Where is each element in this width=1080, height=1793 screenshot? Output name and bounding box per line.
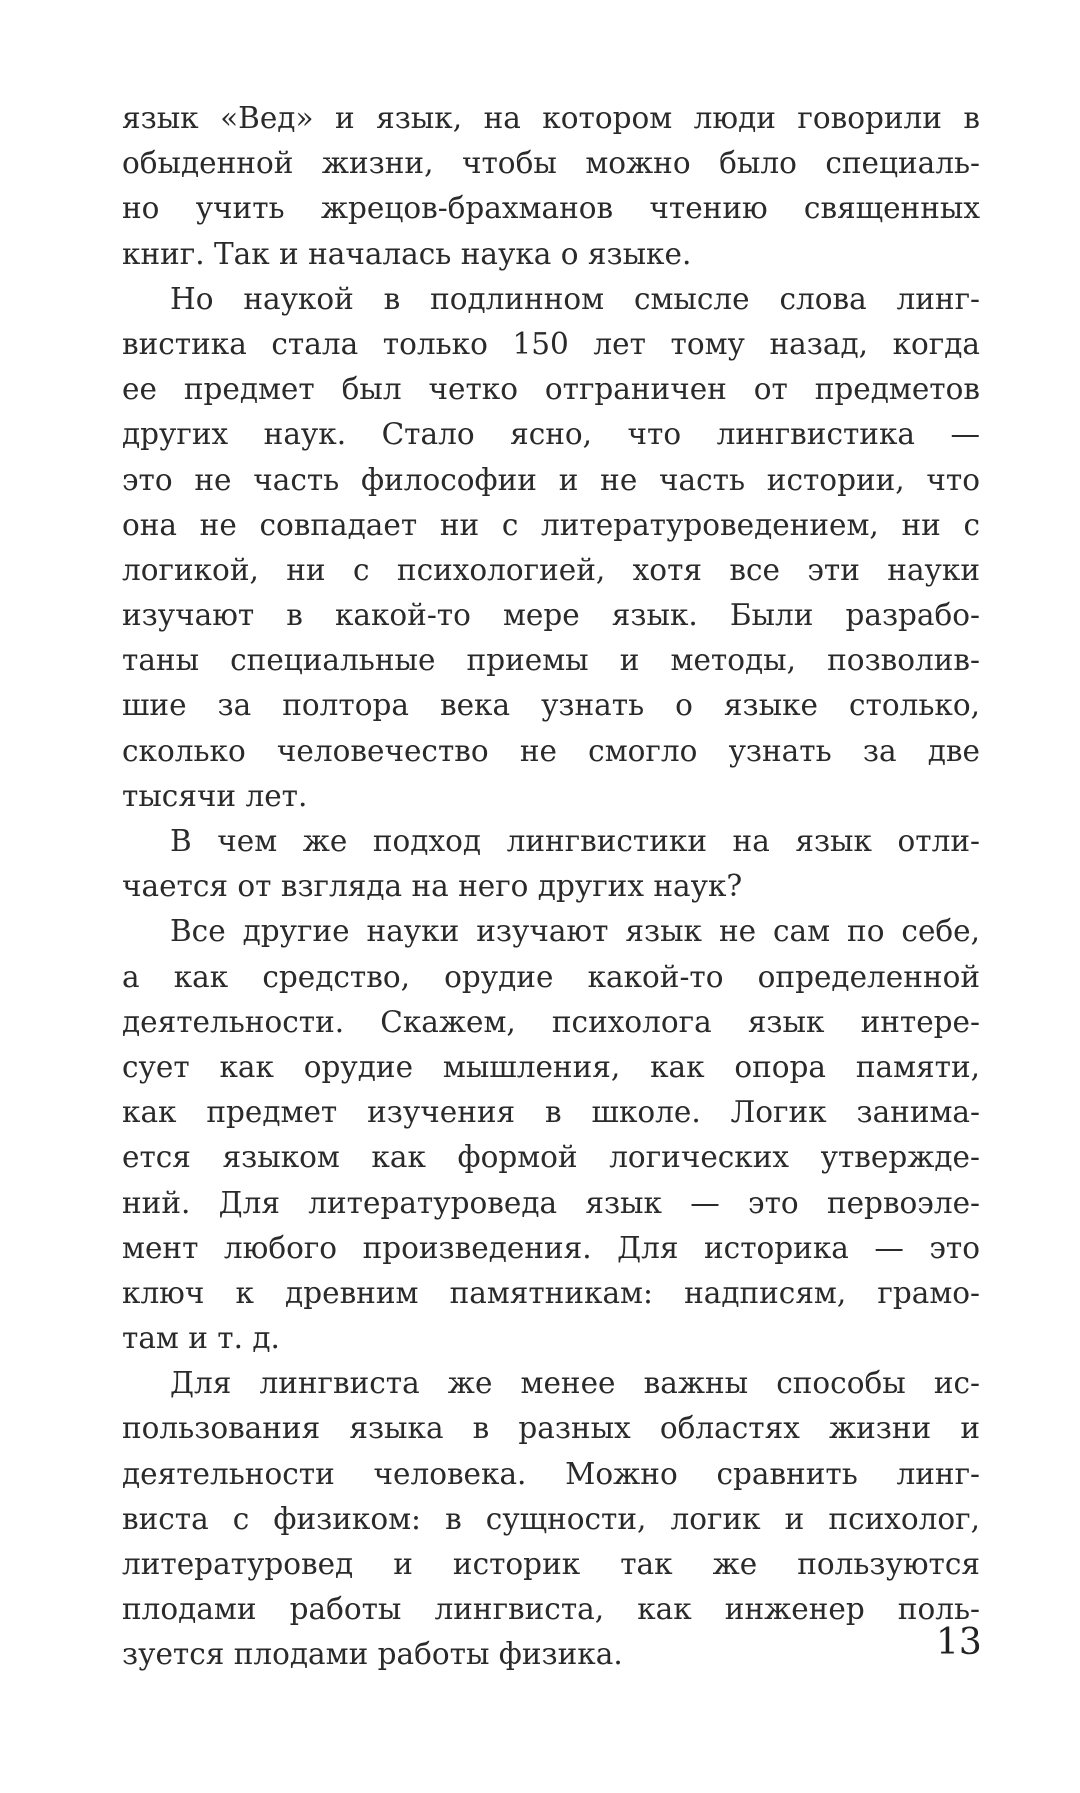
text-line: таны специальные приемы и методы, позволив- — [122, 643, 980, 678]
text-line: пользования языка в разных областях жизни и — [122, 1411, 980, 1446]
body-text — [122, 96, 980, 1678]
text-line: деятельности. Скажем, психолога язык интере- — [122, 1004, 980, 1039]
text-line: деятельности человека. Можно сравнить линг- — [122, 1456, 980, 1491]
text-line: книг. Так и началась наука о языке. — [122, 236, 692, 271]
text-line: зуется плодами работы физика. — [122, 1637, 623, 1672]
text-line: а как средство, орудие какой-то определенной — [122, 959, 980, 994]
text-line: обыденной жизни, чтобы можно было специаль- — [122, 146, 980, 181]
text-line: литературовед и историк так же пользуются — [122, 1547, 980, 1581]
text-line: изучают в какой-то мере язык. Были разрабо- — [122, 598, 980, 633]
text-line: ее предмет был четко отграничен от предметов — [122, 372, 980, 407]
text-line: сколько человечество не смогло узнать за две — [122, 733, 980, 768]
text-line: она не совпадает ни с литературоведением, ни с — [122, 507, 980, 542]
text-line: как предмет изучения в школе. Логик занима- — [122, 1095, 980, 1130]
text-line: ется языком как формой логических утвержде- — [122, 1140, 980, 1175]
text-line: плодами работы лингвиста, как инженер поль- — [122, 1592, 980, 1627]
text-line: это не часть философии и не часть истории, что — [122, 462, 980, 497]
text-line: ключ к древним памятникам: надписям, грамо- — [122, 1275, 980, 1310]
text-line: язык «Вед» и язык, на котором люди говорили в — [122, 101, 980, 135]
text-line: но учить жрецов-брахманов чтению священных — [122, 191, 980, 226]
page-number: 13 — [936, 1622, 982, 1663]
text-line: ний. Для литературоведа язык — это первоэле- — [122, 1185, 980, 1220]
text-line: шие за полтора века узнать о языке столько, — [122, 688, 980, 723]
text-line: Но наукой в подлинном смысле слова линг- — [170, 281, 980, 316]
text-line: там и т. д. — [122, 1321, 280, 1356]
text-line: Все другие науки изучают язык не сам по себе, — [170, 914, 980, 949]
text-line: других наук. Стало ясно, что лингвистика — — [122, 417, 980, 452]
text-line: виста с физиком: в сущности, логик и психолог, — [122, 1501, 980, 1536]
text-line: тысячи лет. — [122, 778, 308, 813]
text-line: мент любого произведения. Для историка — это — [122, 1230, 980, 1265]
text-line: Для лингвиста же менее важны способы ис- — [170, 1366, 980, 1401]
text-line: сует как орудие мышления, как опора памяти, — [122, 1049, 980, 1084]
text-line: вистика стала только 150 лет тому назад, когда — [122, 326, 980, 361]
text-line: логикой, ни с психологией, хотя все эти науки — [122, 552, 980, 587]
text-line: В чем же подход лингвистики на язык отли- — [170, 824, 980, 858]
text-line: чается от взгляда на него других наук? — [122, 869, 743, 904]
